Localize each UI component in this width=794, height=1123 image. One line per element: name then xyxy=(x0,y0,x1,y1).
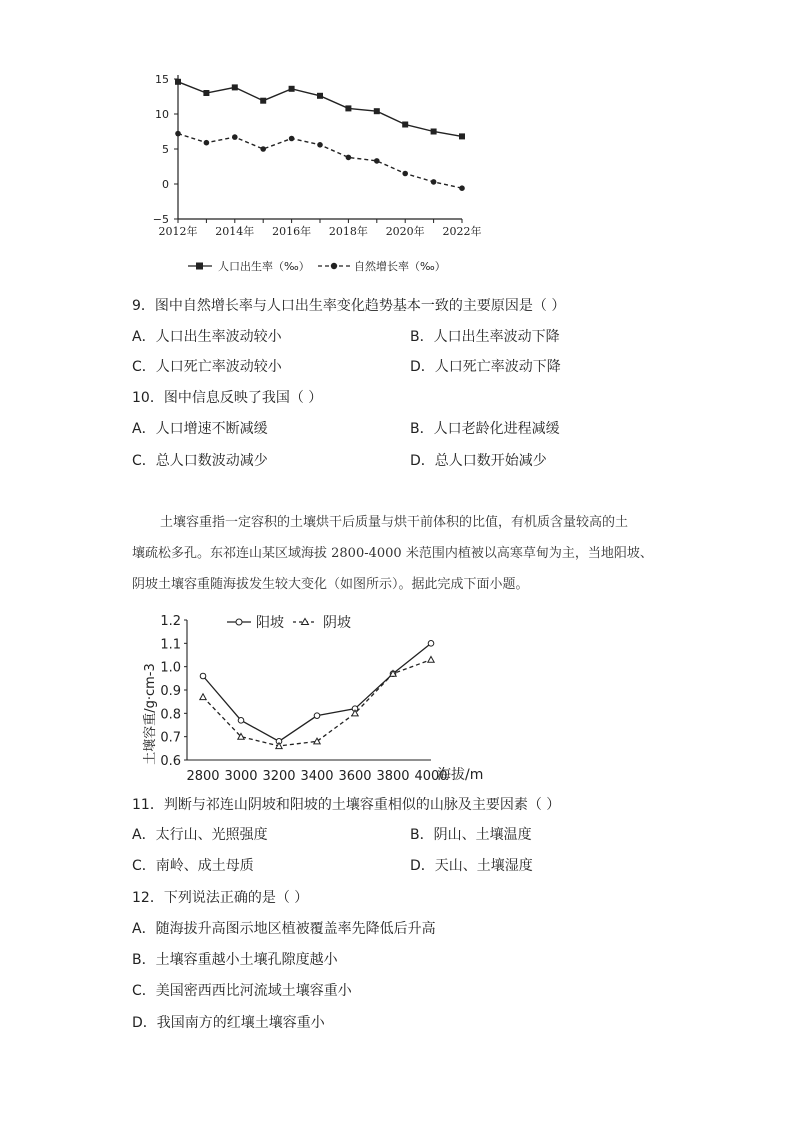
legend-square-marker xyxy=(196,263,203,270)
chart2-sunny-slope-point xyxy=(428,641,434,647)
passage-line-3: 阴坡土壤容重随海拔发生较大变化（如图所示）。据此完成下面小题。 xyxy=(132,577,529,592)
q12-option-c[interactable]: C．美国密西西比河流域土壤容重小 xyxy=(132,983,352,999)
chart1-y-tick-label: 15 xyxy=(155,73,169,86)
q9-option-c[interactable]: C．人口死亡率波动较小 xyxy=(132,359,282,375)
chart1-birth-rate-point xyxy=(203,90,209,96)
chart1-birth-rate-point xyxy=(289,86,295,92)
chart1-x-tick-label: 2020年 xyxy=(385,225,425,238)
chart1-natural-growth-point xyxy=(289,136,295,142)
chart1-birth-rate-point xyxy=(175,79,181,85)
chart1-x-tick-label: 2012年 xyxy=(158,225,198,238)
chart1-natural-growth-point xyxy=(402,171,408,177)
chart2-y-tick-label: 0.9 xyxy=(160,684,181,699)
q10-option-b[interactable]: B．人口老龄化进程减缓 xyxy=(410,421,560,437)
chart1-natural-growth-point xyxy=(260,146,266,152)
chart1-natural-growth-point xyxy=(431,179,437,185)
chart2-y-axis-label: 土壤容重/g·cm-3 xyxy=(143,663,158,765)
legend-shady-slope: 阴坡 xyxy=(323,615,351,631)
q12-option-b[interactable]: B．土壤容重越小土壤孔隙度越小 xyxy=(132,952,338,968)
soil-bulk-density-chart xyxy=(135,606,505,788)
chart2-series-line-0 xyxy=(203,643,431,741)
chart1-birth-rate-point xyxy=(260,98,266,104)
q11-option-b[interactable]: B．阴山、土壤温度 xyxy=(410,827,532,843)
chart2-x-tick-label: 3800 xyxy=(376,769,410,784)
chart1-x-tick-label: 2016年 xyxy=(272,225,312,238)
q10-option-c[interactable]: C．总人口数波动减少 xyxy=(132,453,268,469)
q9-option-a[interactable]: A．人口出生率波动较小 xyxy=(132,329,282,345)
chart2-y-tick-label: 1.0 xyxy=(160,660,181,676)
passage-line-1: 土壤容重指一定容积的土壤烘干后质量与烘干前体积的比值，有机质含量较高的土 xyxy=(160,515,629,530)
q9-option-d[interactable]: D．人口死亡率波动下降 xyxy=(410,359,561,375)
q11-option-c[interactable]: C．南岭、成土母质 xyxy=(132,858,254,874)
chart1-natural-growth-point xyxy=(232,134,238,140)
legend-birth-rate: 人口出生率（‰） xyxy=(218,260,310,273)
chart1-natural-growth-point xyxy=(317,142,323,148)
chart2-y-tick-label: 0.8 xyxy=(160,707,181,723)
chart2-y-tick-label: 0.6 xyxy=(160,754,181,769)
chart2-y-tick-label: 0.7 xyxy=(160,730,181,746)
chart2-x-tick-label: 3200 xyxy=(262,769,296,784)
chart1-natural-growth-point xyxy=(175,131,181,137)
chart1-birth-rate-point xyxy=(374,108,380,114)
chart2-sunny-slope-point xyxy=(200,673,206,679)
legend-dot-marker xyxy=(331,263,337,269)
q12-stem: 12．下列说法正确的是（ ） xyxy=(132,890,309,906)
chart2-x-tick-label: 3400 xyxy=(300,769,334,784)
chart1-series-line-0 xyxy=(178,82,462,137)
q9-stem: 9．图中自然增长率与人口出生率变化趋势基本一致的主要原因是（ ） xyxy=(132,298,566,314)
chart1-y-tick-label: 0 xyxy=(162,178,169,191)
chart2-legend xyxy=(227,615,351,631)
chart1-birth-rate-point xyxy=(431,129,437,135)
q11-stem: 11．判断与祁连山阴坡和阳坡的土壤容重相似的山脉及主要因素（ ） xyxy=(132,797,561,813)
population-rate-chart xyxy=(140,65,500,280)
chart1-natural-growth-point xyxy=(459,185,465,191)
chart2-y-tick-label: 1.2 xyxy=(160,614,181,629)
chart1-birth-rate-point xyxy=(317,93,323,99)
chart1-series-line-1 xyxy=(178,134,462,189)
legend-circle-marker xyxy=(236,619,242,625)
chart1-natural-growth-point xyxy=(374,158,380,164)
chart1-x-tick-label: 2018年 xyxy=(328,225,368,238)
q10-option-a[interactable]: A．人口增速不断减缓 xyxy=(132,421,268,437)
chart2-y-tick-label: 1.1 xyxy=(160,637,181,653)
chart2-shady-slope-point xyxy=(428,656,434,662)
chart1-natural-growth-point xyxy=(204,140,210,146)
legend-natural-growth-rate: 自然增长率（‰） xyxy=(354,260,446,273)
chart2-series-line-1 xyxy=(203,660,431,746)
chart1-y-tick-label: −5 xyxy=(152,213,169,226)
chart1-y-tick-label: 10 xyxy=(155,108,169,121)
passage-line-2: 壤疏松多孔。东祁连山某区域海拔 2800-4000 米范围内植被以高寒草甸为主，当地阳坡、 xyxy=(132,546,653,561)
chart1-x-tick-label: 2014年 xyxy=(215,225,255,238)
chart2-sunny-slope-point xyxy=(314,713,320,719)
chart2-x-tick-label: 4000 xyxy=(414,769,448,784)
q11-option-a[interactable]: A．太行山、光照强度 xyxy=(132,827,268,843)
chart2-x-tick-label: 3600 xyxy=(338,769,372,784)
q11-option-d[interactable]: D．天山、土壤湿度 xyxy=(410,858,533,874)
chart1-birth-rate-point xyxy=(232,84,238,90)
chart2-sunny-slope-point xyxy=(238,718,244,724)
chart1-y-tick-label: 5 xyxy=(162,143,169,156)
q12-option-a[interactable]: A．随海拔升高图示地区植被覆盖率先降低后升高 xyxy=(132,921,436,937)
chart1-natural-growth-point xyxy=(346,155,352,161)
chart1-legend xyxy=(188,259,446,273)
chart2-x-tick-label: 2800 xyxy=(186,769,220,784)
legend-sunny-slope: 阳坡 xyxy=(256,615,284,631)
chart2-shady-slope-point xyxy=(200,694,206,700)
chart1-birth-rate-point xyxy=(345,105,351,111)
chart2-x-axis-label: 海拔/m xyxy=(437,767,484,783)
chart1-x-tick-label: 2022年 xyxy=(442,225,482,238)
chart2-x-tick-label: 3000 xyxy=(224,769,258,784)
chart1-birth-rate-point xyxy=(459,133,465,139)
q12-option-d[interactable]: D．我国南方的红壤土壤容重小 xyxy=(132,1015,325,1031)
q10-stem: 10．图中信息反映了我国（ ） xyxy=(132,390,323,406)
q9-option-b[interactable]: B．人口出生率波动下降 xyxy=(410,329,560,345)
chart1-birth-rate-point xyxy=(402,122,408,128)
q10-option-d[interactable]: D．总人口数开始减少 xyxy=(410,453,547,469)
